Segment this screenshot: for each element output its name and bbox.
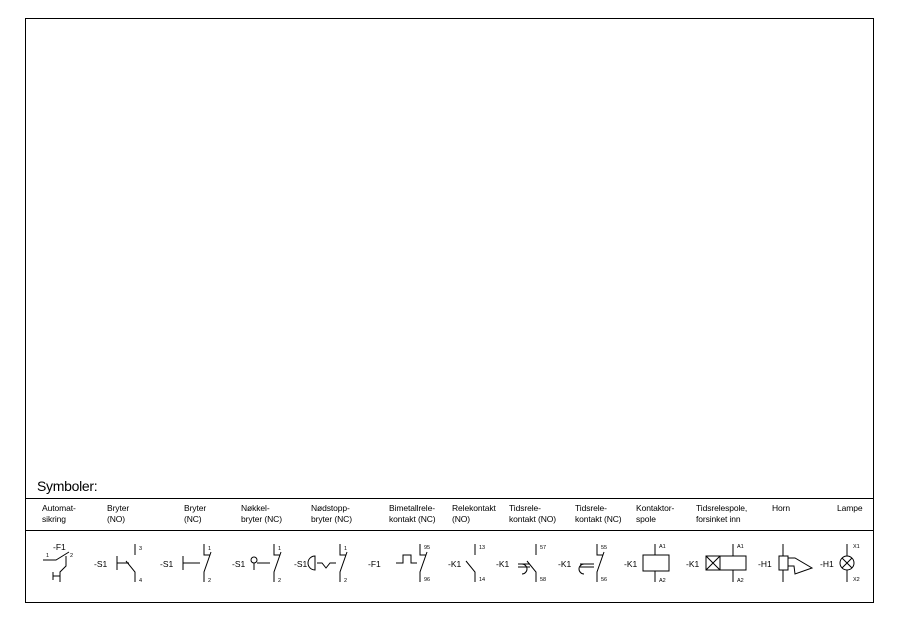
symbol-relekontakt-no — [448, 544, 485, 583]
symbol-nokkelbryter-nc — [232, 544, 281, 584]
label-kontaktorspole: Kontaktor- spole — [636, 503, 675, 524]
pin-label: 2 — [278, 578, 282, 584]
coil-box — [720, 556, 746, 570]
device-tag: -F1 — [53, 542, 66, 552]
label-bryter-nc: Bryter (NC) — [184, 503, 207, 524]
device-tag: -K1 — [686, 559, 700, 569]
label-nodstoppbryter-nc: Nødstopp- bryter (NC) — [311, 503, 352, 524]
thermal-relay-path — [396, 544, 427, 582]
pin-label: 13 — [479, 545, 486, 551]
emergency-switch-path — [317, 544, 347, 582]
device-tag: -S1 — [160, 559, 174, 569]
symbol-tidsrelekontakt-no — [496, 544, 546, 583]
label-tidsrelespole: Tidsrelespole, forsinket inn — [696, 503, 748, 524]
device-tag: -H1 — [820, 559, 834, 569]
switch-no-path — [117, 544, 135, 582]
relay-contact-path — [466, 544, 475, 582]
symbol-nodstoppbryter-nc — [294, 544, 347, 584]
device-tag: -K1 — [624, 559, 638, 569]
horn-body — [779, 556, 788, 570]
lamp-cross — [842, 544, 852, 582]
pin-label: A2 — [659, 578, 666, 584]
label-relekontakt-no: Relekontakt (NO) — [452, 503, 496, 524]
label-horn: Horn — [772, 503, 791, 513]
coil-box — [643, 555, 669, 571]
pin-label: 55 — [601, 545, 608, 551]
pin-label: 95 — [424, 545, 431, 551]
pin-label: 2 — [208, 578, 212, 584]
pin-label: 3 — [139, 546, 143, 552]
pin-label: X1 — [853, 544, 860, 550]
device-tag: -K1 — [558, 559, 572, 569]
pin-label: A2 — [737, 578, 744, 584]
symbol-kontaktorspole — [624, 544, 669, 584]
pin-label: A1 — [737, 544, 744, 550]
label-bryter-no: Bryter (NO) — [107, 503, 130, 524]
time-relay-no-path — [518, 544, 536, 582]
label-lampe: Lampe — [837, 503, 863, 513]
symbol-bryter-no — [94, 544, 142, 584]
pin-label: A1 — [659, 544, 666, 550]
symbol-tidsrelespole — [686, 544, 746, 584]
symbol-lampe — [820, 544, 860, 583]
symbol-tidsrelekontakt-nc — [558, 544, 607, 583]
device-tag: -K1 — [496, 559, 510, 569]
emergency-stop-icon — [308, 556, 315, 570]
pin-label: 4 — [139, 578, 143, 584]
pin-label: 57 — [540, 545, 547, 551]
device-tag: -S1 — [94, 559, 108, 569]
legend-title: Symboler: — [37, 478, 98, 494]
pin-label: 1 — [208, 546, 212, 552]
label-bimetallrelekontakt-nc: Bimetallrele- kontakt (NC) — [389, 503, 436, 524]
device-tag: -S1 — [232, 559, 246, 569]
pin-label: 2 — [344, 578, 348, 584]
device-tag: -K1 — [448, 559, 462, 569]
pin-label: 1 — [344, 546, 348, 552]
label-nokkelbryter-nc: Nøkkel- bryter (NC) — [241, 503, 282, 524]
label-tidsrelekontakt-nc: Tidsrele- kontakt (NC) — [575, 503, 622, 524]
key-icon — [251, 557, 257, 563]
symbol-horn — [758, 544, 812, 582]
pin-label: 2 — [70, 553, 74, 559]
pin-label: X2 — [853, 577, 860, 583]
label-automatsikring: Automat- sikring — [42, 503, 76, 524]
pin-label: 14 — [479, 577, 486, 583]
pin-label: 1 — [46, 553, 50, 559]
symbol-automatsikring — [43, 542, 73, 582]
pin-label: 96 — [424, 577, 431, 583]
device-tag: -H1 — [758, 559, 772, 569]
device-tag: -S1 — [294, 559, 308, 569]
label-tidsrelekontakt-no: Tidsrele- kontakt (NO) — [509, 503, 556, 524]
device-tag: -F1 — [368, 559, 381, 569]
symbol-bryter-nc — [160, 544, 211, 584]
key-switch-path — [254, 544, 281, 582]
pin-label: 58 — [540, 577, 547, 583]
horn-icon — [783, 544, 812, 582]
symbol-bimetallrelekontakt-nc — [368, 544, 430, 583]
switch-nc-path — [183, 544, 211, 582]
pin-label: 56 — [601, 577, 608, 583]
pin-label: 1 — [278, 546, 282, 552]
delay-cross — [706, 556, 720, 570]
